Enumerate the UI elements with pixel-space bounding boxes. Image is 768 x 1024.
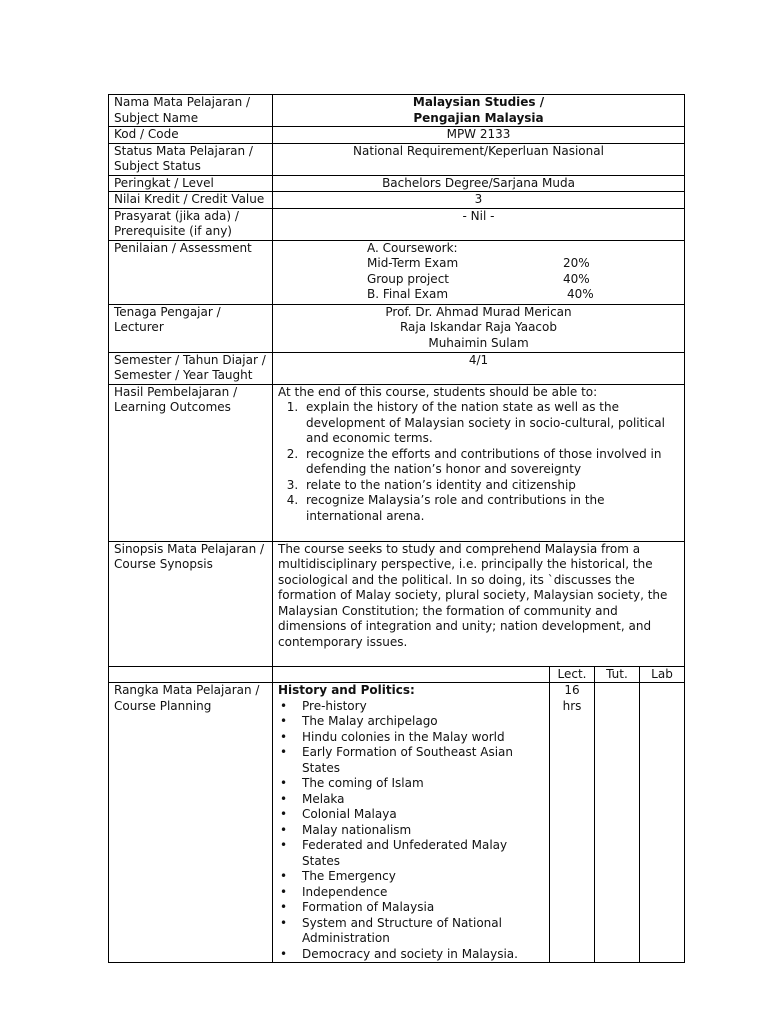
col-header-lab: Lab	[640, 666, 685, 683]
outcome-item: 2. recognize the efforts and contributions of those involved in defending the nation’s honor and sovereignty	[302, 447, 679, 478]
outcome-item: 4. recognize Malaysia’s role and contributions in the international arena.	[302, 493, 679, 524]
row-subject-name	[109, 95, 685, 127]
lect-hours: 16 hrs	[550, 683, 595, 963]
row-synopsis	[109, 541, 685, 666]
label-lecturer: Tenaga Pengajar / Lecturer	[109, 304, 273, 352]
value-synopsis: The course seeks to study and comprehend Malaysia from a multidisciplinary perspective, i.e. principally the historical, the sociological and the political. In so doing, its `discusses the formation of Malay society, plural society, Malaysian society, the Malaysian Constitution; the formation of community and dimensions of integration and unity; nation development, and contemporary issues.	[273, 541, 685, 666]
planning-header-blank	[109, 666, 273, 683]
list-item: • The coming of Islam	[302, 776, 544, 792]
col-header-tut: Tut.	[595, 666, 640, 683]
assessment-coursework-label: A. Coursework:	[367, 240, 458, 255]
list-item: • Hindu colonies in the Malay world	[302, 730, 544, 746]
value-subject-name	[273, 95, 685, 127]
row-planning	[109, 683, 685, 963]
label-subject-name: Nama Mata Pelajaran / Subject Name	[109, 95, 273, 127]
tut-hours	[595, 683, 640, 963]
assessment-line-midterm	[367, 256, 679, 272]
row-assessment	[109, 240, 685, 304]
assessment-group-pct: 40%	[563, 271, 590, 286]
value-level: Bachelors Degree/Sarjana Muda	[273, 175, 685, 192]
assessment-final-label: B. Final Exam	[367, 287, 449, 301]
row-credit	[109, 192, 685, 209]
planning-heading: History and Politics:	[278, 683, 415, 697]
list-item: • Malay nationalism	[302, 823, 544, 839]
label-assessment: Penilaian / Assessment	[109, 240, 273, 304]
subject-name-line-2: Pengajian Malaysia	[413, 110, 544, 125]
list-item: • System and Structure of National Administration	[302, 916, 544, 947]
value-outcomes	[273, 384, 685, 541]
lecturer-name-1: Prof. Dr. Ahmad Murad Merican	[385, 304, 572, 319]
list-item: • Melaka	[302, 792, 544, 808]
assessment-line-final	[367, 287, 679, 303]
value-credit: 3	[273, 192, 685, 209]
value-assessment	[273, 240, 685, 304]
outcome-item: 3. relate to the nation’s identity and citizenship	[302, 478, 679, 494]
course-info-table	[108, 94, 685, 963]
value-semester: 4/1	[273, 352, 685, 384]
lab-hours	[640, 683, 685, 963]
lecturer-name-3: Muhaimin Sulam	[428, 335, 529, 350]
assessment-group-label: Group project	[367, 271, 449, 286]
planning-topics	[273, 683, 550, 963]
lecturer-name-2: Raja Iskandar Raja Yaacob	[399, 320, 557, 334]
row-outcomes	[109, 384, 685, 541]
row-lecturer	[109, 304, 685, 352]
outcomes-list	[278, 400, 679, 524]
list-item: • Democracy and society in Malaysia.	[302, 947, 544, 963]
label-outcomes: Hasil Pembelajaran / Learning Outcomes	[109, 384, 273, 541]
list-item: • Independence	[302, 885, 544, 901]
row-semester	[109, 352, 685, 384]
label-semester: Semester / Tahun Diajar / Semester / Year Taught	[109, 352, 273, 384]
row-status	[109, 143, 685, 175]
list-item: • Colonial Malaya	[302, 807, 544, 823]
outcomes-intro: At the end of this course, students should be able to:	[278, 384, 598, 399]
value-prerequisite: - Nil -	[273, 208, 685, 240]
label-planning: Rangka Mata Pelajaran / Course Planning	[109, 683, 273, 963]
list-item: • Federated and Unfederated Malay States	[302, 838, 544, 869]
planning-header-topic-blank	[273, 666, 550, 683]
list-item: • Formation of Malaysia	[302, 900, 544, 916]
value-status: National Requirement/Keperluan Nasional	[273, 143, 685, 175]
label-status: Status Mata Pelajaran / Subject Status	[109, 143, 273, 175]
assessment-line-group	[367, 272, 679, 288]
label-credit: Nilai Kredit / Credit Value	[109, 192, 273, 209]
list-item: • Pre-history	[302, 699, 544, 715]
subject-name-line-1: Malaysian Studies /	[412, 95, 545, 109]
assessment-midterm-pct: 20%	[563, 256, 590, 270]
row-prerequisite	[109, 208, 685, 240]
assessment-final-pct: 40%	[567, 287, 594, 301]
label-prerequisite: Prasyarat (jika ada) / Prerequisite (if any)	[109, 208, 273, 240]
list-item: • Early Formation of Southeast Asian States	[302, 745, 544, 776]
label-code: Kod / Code	[109, 127, 273, 144]
col-header-lect: Lect.	[550, 666, 595, 683]
topics-list	[278, 699, 544, 963]
list-item: • The Malay archipelago	[302, 714, 544, 730]
value-code: MPW 2133	[273, 127, 685, 144]
value-lecturer	[273, 304, 685, 352]
row-code	[109, 127, 685, 144]
assessment-midterm-label: Mid-Term Exam	[367, 256, 459, 270]
label-synopsis: Sinopsis Mata Pelajaran / Course Synopsis	[109, 541, 273, 666]
assessment-line-coursework	[367, 241, 679, 257]
row-level	[109, 175, 685, 192]
label-level: Peringkat / Level	[109, 175, 273, 192]
list-item: • The Emergency	[302, 869, 544, 885]
row-planning-header	[109, 666, 685, 683]
outcome-item: 1. explain the history of the nation state as well as the development of Malaysian society in socio-cultural, political and economic terms.	[302, 400, 679, 447]
